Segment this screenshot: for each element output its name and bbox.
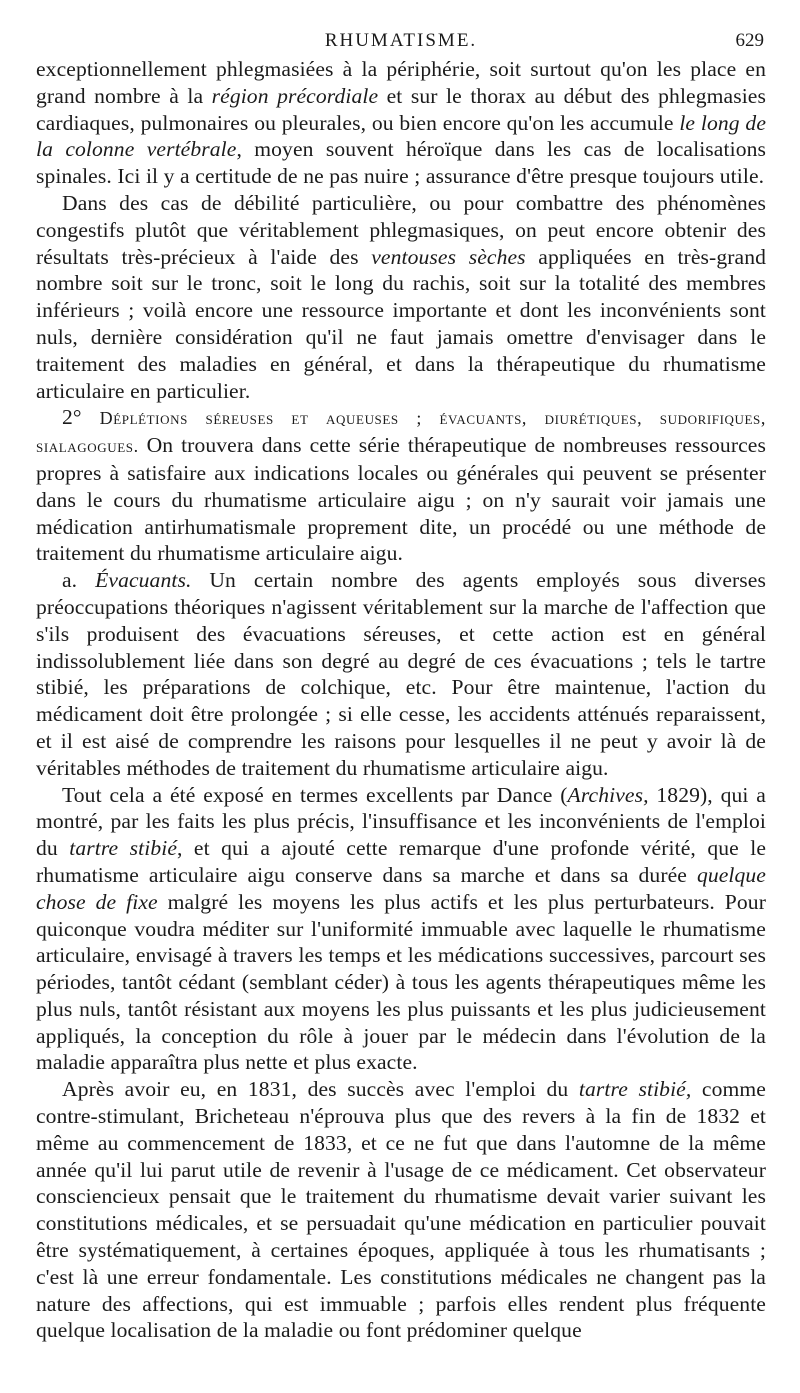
body-text [36, 56, 766, 1344]
emphasis: Archives, [567, 782, 649, 807]
text-run: et sur le thorax au début des phlegmasies cardiaques, pulmonaires ou pleurales, ou bien encore qu'on les accumule [36, 83, 766, 135]
text-run: Après avoir eu, en 1831, des succès avec l'emploi du [62, 1077, 579, 1102]
text-run: Un certain nombre des agents employés sous diverses préoccupations théoriques n'agissent véritablement sur la marche de l'affection que s'ils produisent des évacuations séreuses, et cette action est en général indissolublement liée dans son degré au degré de ces évacuations ; tels le tartre stibié, les préparations de colchique, etc. Pour être maintenue, l'action du médicament doit être prolongée ; si elle cesse, les accidents atténués reparaissent, et il est aisé de comprendre les raisons pour lesquelles il ne peut y avoir là de véritables méthodes de traitement du rhumatisme articulaire aigu. [36, 568, 766, 780]
text-run: 2° [62, 405, 100, 430]
text-run: exceptionnellement phlegmasiées à la périphérie, soit surtout qu'on les place en grand nombre à la [36, 57, 766, 108]
text-run: comme contre-stimulant, Bricheteau n'éprouva plus que des revers à la fin de 1832 et même au commencement de 1833, et ce ne fut que dans l'automne de la même année qu'il lui parut utile de revenir à l'usage de ce médicament. Cet observateur consciencieux pensait que le traitement du rhumatisme devait varier suivant les constitutions médicales, et se persuadait qu'une médication en particulier pouvait être systématiquement, à certaines époques, appliquée à tous les rhumatisants ; c'est là une erreur fondamentale. Les constitutions médicales ne changent pas la nature des affections, qui est immuable ; parfois elles rendent plus fréquente quelque localisation de la maladie ou font prédominer quelque [36, 1077, 766, 1343]
emphasis: tartre stibié, [578, 1077, 692, 1102]
text-run: Tout cela a été exposé en termes excellents par Dance ( [62, 782, 568, 807]
emphasis: le long de la colonne vertébrale [36, 110, 767, 162]
emphasis: Évacuants. [95, 568, 192, 593]
emphasis: quelque chose de fixe [36, 862, 766, 914]
paragraph-4 [36, 567, 766, 781]
paragraph-3 [36, 404, 766, 567]
paragraph-1 [36, 56, 766, 190]
book-page [36, 22, 766, 1344]
paragraph-2 [36, 190, 766, 404]
emphasis: ventouses sèches [371, 244, 526, 269]
text-run: On trouvera dans cette série thérapeutique de nombreuses ressources propres à satisfaire aux indications locales ou générales qui peuvent se présenter dans le cours du rhumatisme articulaire aigu ; on n'y saurait voir jamais une médication antirhumatismale proprement dite, un procédé ou une méthode de traitement du rhumatisme articulaire aigu. [36, 433, 766, 566]
emphasis: région précordiale [211, 83, 379, 108]
running-head [36, 22, 766, 56]
paragraph-6 [36, 1076, 766, 1344]
text-run: 1829), qui a montré, par les faits les plus précis, l'insuffisance et les inconvénients de l'emploi du [36, 782, 766, 861]
section-heading: Déplétions séreuses et aqueuses ; évacuants, diurétiques, sudorifiques, sialagogues. [36, 408, 766, 457]
running-title: RHUMATISME. [324, 30, 478, 51]
text-run: malgré les moyens les plus actifs et les plus perturbateurs. Pour quiconque voudra méditer sur l'uniformité immuable avec laquelle le rhumatisme articulaire, envisagé à travers les temps et les médications successives, parcourt ses périodes, tantôt cédant (semblant céder) à tous les agents thérapeutiques même les plus nuls, tantôt résistant aux moyens les plus puissants et les plus judicieusement appliqués, la conception du rôle à jouer par le médecin dans l'évolution de la maladie apparaîtra plus nette et plus exacte. [36, 889, 766, 1075]
page-number: 629 [735, 30, 764, 51]
emphasis: tartre stibié [69, 836, 178, 861]
text-run: appliquées en très-grand nombre soit sur le tronc, soit le long du rachis, soit sur la totalité des membres inférieurs ; voilà encore une ressource importante et dont les inconvénients sont nuls, dernière considération qu'il ne faut jamais omettre d'envisager dans le traitement des maladies en général, et dans la thérapeutique du rhumatisme articulaire en particulier. [36, 244, 766, 403]
text-run: Dans des cas de débilité particulière, ou pour combattre des phénomènes congestifs plutôt que véritablement phlegmasiques, on peut encore obtenir des résultats très-précieux à l'aide des [36, 190, 766, 269]
text-run: , et qui a ajouté cette remarque d'une profonde vérité, que le rhumatisme articulaire aigu conserve dans sa marche et dans sa durée [36, 836, 767, 887]
text-run: a. [62, 568, 96, 593]
paragraph-5 [36, 782, 766, 1077]
text-run: , moyen souvent héroïque dans les cas de localisations spinales. Ici il y a certitude de ne pas nuire ; assurance d'être presque toujours utile. [36, 137, 766, 189]
